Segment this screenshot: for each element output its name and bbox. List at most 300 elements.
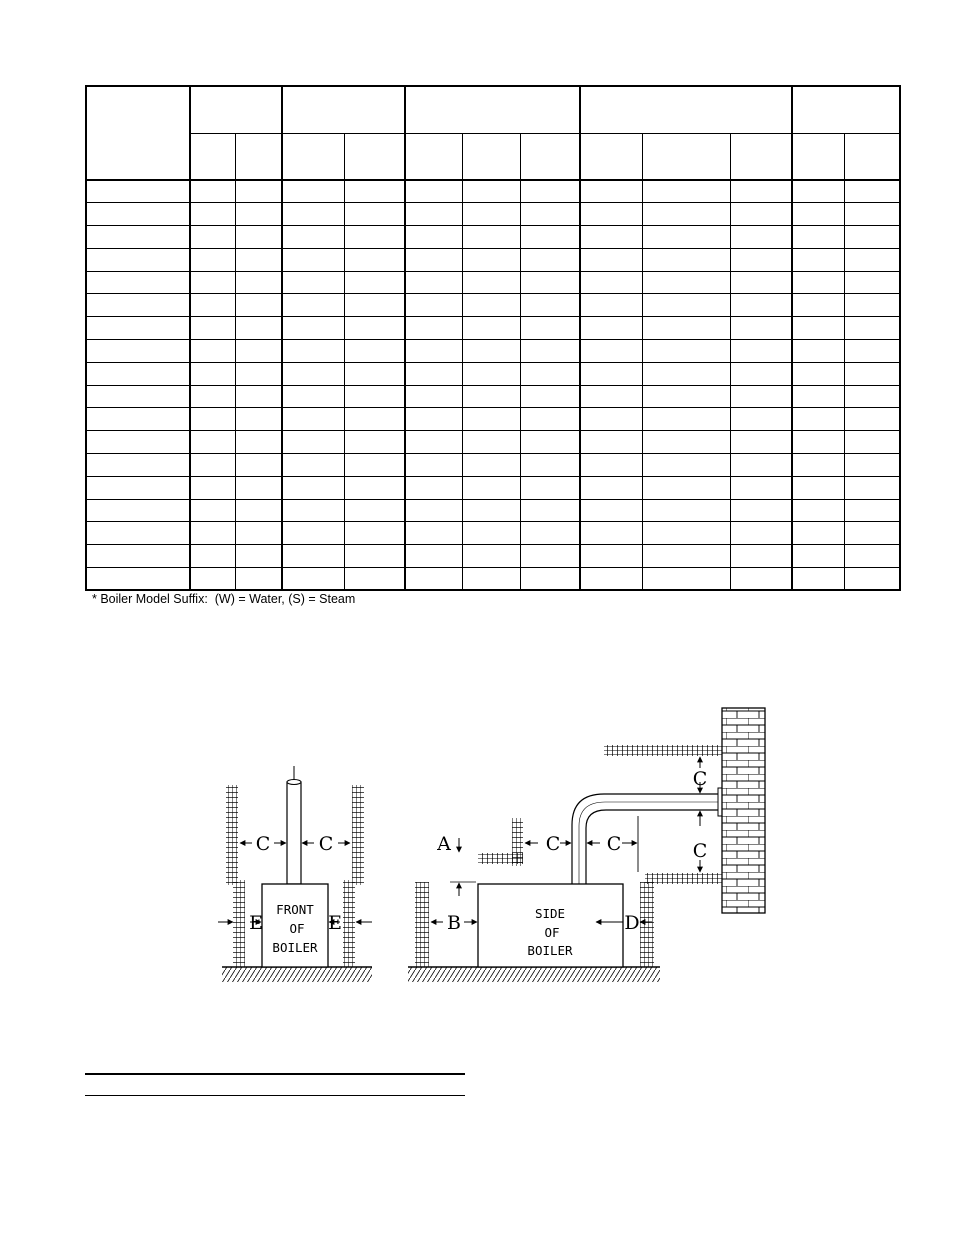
table-cell xyxy=(463,385,520,408)
table-cell xyxy=(344,385,404,408)
table-row xyxy=(86,340,900,363)
table-cell xyxy=(463,454,520,477)
table-cell xyxy=(190,454,236,477)
table-cell xyxy=(643,340,730,363)
model-cell xyxy=(86,294,190,317)
side-label-line3: BOILER xyxy=(527,943,573,958)
table-cell xyxy=(405,340,463,363)
sub-header-cell xyxy=(405,133,463,180)
table-cell xyxy=(405,362,463,385)
table-cell xyxy=(405,180,463,203)
table-cell xyxy=(730,545,792,568)
table-cell xyxy=(282,499,344,522)
table-cell xyxy=(463,317,520,340)
table-cell xyxy=(282,568,344,591)
table-body xyxy=(86,180,900,590)
table-cell xyxy=(845,454,900,477)
table-cell xyxy=(730,203,792,226)
model-cell xyxy=(86,454,190,477)
table-cell xyxy=(845,248,900,271)
table-cell xyxy=(405,203,463,226)
flue-pipe-side xyxy=(572,794,718,884)
table-cell xyxy=(730,180,792,203)
table-cell xyxy=(730,340,792,363)
table-cell xyxy=(344,340,404,363)
brick-wall xyxy=(722,708,765,913)
side-label-line2: OF xyxy=(544,925,560,940)
table-cell xyxy=(792,271,844,294)
table-cell xyxy=(463,271,520,294)
sub-header-cell xyxy=(580,133,642,180)
sub-header-cell xyxy=(730,133,792,180)
table-cell xyxy=(405,385,463,408)
table-cell xyxy=(845,340,900,363)
table-cell xyxy=(282,522,344,545)
model-cell xyxy=(86,248,190,271)
floor-hatch-side xyxy=(408,967,660,982)
table-cell xyxy=(845,317,900,340)
front-view xyxy=(218,766,372,982)
table-cell xyxy=(520,362,580,385)
table-row xyxy=(86,362,900,385)
sub-header-cell xyxy=(190,133,236,180)
table-cell xyxy=(405,522,463,545)
table-cell xyxy=(730,499,792,522)
table-cell xyxy=(730,568,792,591)
table-row xyxy=(86,226,900,249)
front-label-line1: FRONT xyxy=(276,902,314,917)
table-cell xyxy=(236,248,282,271)
table-cell xyxy=(520,271,580,294)
table-cell xyxy=(236,499,282,522)
table-cell xyxy=(580,408,642,431)
table-cell xyxy=(463,522,520,545)
sub-header-cell xyxy=(282,133,344,180)
sub-header-cell xyxy=(463,133,520,180)
table-cell xyxy=(845,545,900,568)
table-cell xyxy=(463,408,520,431)
table-cell xyxy=(190,362,236,385)
table-cell xyxy=(190,271,236,294)
group-header-cell xyxy=(282,86,405,133)
table-cell xyxy=(190,499,236,522)
table-cell xyxy=(580,568,642,591)
table-cell xyxy=(463,248,520,271)
table-cell xyxy=(643,454,730,477)
table-cell xyxy=(282,340,344,363)
dim-c-front-left: C xyxy=(255,833,271,855)
table-cell xyxy=(520,180,580,203)
model-cell xyxy=(86,362,190,385)
table-cell xyxy=(580,385,642,408)
table-cell xyxy=(236,362,282,385)
table-cell xyxy=(845,476,900,499)
table-cell xyxy=(236,340,282,363)
table-cell xyxy=(405,317,463,340)
table-cell xyxy=(845,180,900,203)
table-cell xyxy=(236,317,282,340)
flue-pipe xyxy=(287,782,301,884)
table-cell xyxy=(520,408,580,431)
table-cell xyxy=(643,545,730,568)
table-cell xyxy=(580,476,642,499)
table-cell xyxy=(236,568,282,591)
table-cell xyxy=(845,271,900,294)
table-row xyxy=(86,248,900,271)
table-cell xyxy=(580,499,642,522)
table-cell xyxy=(190,226,236,249)
table-cell xyxy=(730,454,792,477)
table-cell xyxy=(236,522,282,545)
sub-header-cell xyxy=(845,133,900,180)
side-view xyxy=(408,708,765,982)
table-cell xyxy=(236,476,282,499)
table-cell xyxy=(344,271,404,294)
table-cell xyxy=(520,476,580,499)
table-cell xyxy=(520,294,580,317)
table-cell xyxy=(405,271,463,294)
table-cell xyxy=(190,317,236,340)
table-cell xyxy=(344,362,404,385)
model-cell xyxy=(86,568,190,591)
table-cell xyxy=(643,248,730,271)
table-cell xyxy=(236,180,282,203)
model-cell xyxy=(86,476,190,499)
table-row xyxy=(86,203,900,226)
table-cell xyxy=(190,568,236,591)
table-cell xyxy=(730,522,792,545)
dim-c-wall-upper: C xyxy=(692,768,708,790)
table-cell xyxy=(344,294,404,317)
table-cell xyxy=(845,568,900,591)
table-cell xyxy=(792,203,844,226)
table-cell xyxy=(405,248,463,271)
side-label-line1: SIDE xyxy=(534,906,566,921)
table-cell xyxy=(730,226,792,249)
model-cell xyxy=(86,271,190,294)
model-header-cell xyxy=(86,86,190,180)
table-row xyxy=(86,568,900,591)
upper-ceiling xyxy=(604,745,722,756)
left-wall xyxy=(226,785,238,885)
table-cell xyxy=(190,203,236,226)
group-header-cell xyxy=(792,86,900,133)
table-cell xyxy=(520,568,580,591)
model-cell xyxy=(86,226,190,249)
table-cell xyxy=(580,294,642,317)
table-cell xyxy=(730,317,792,340)
table-cell xyxy=(580,317,642,340)
table-cell xyxy=(792,499,844,522)
table-cell xyxy=(643,317,730,340)
section-rule-top xyxy=(85,1073,465,1075)
table-cell xyxy=(463,499,520,522)
table-cell xyxy=(190,385,236,408)
sub-header-cell xyxy=(643,133,730,180)
table-cell xyxy=(282,431,344,454)
table-cell xyxy=(405,476,463,499)
model-cell xyxy=(86,180,190,203)
dim-c-side-left: C xyxy=(545,833,561,855)
sub-header-cell xyxy=(236,133,282,180)
table-row xyxy=(86,499,900,522)
table-cell xyxy=(236,271,282,294)
table-cell xyxy=(344,203,404,226)
table-cell xyxy=(580,226,642,249)
table-cell xyxy=(792,431,844,454)
table-cell xyxy=(643,408,730,431)
table-cell xyxy=(845,385,900,408)
table-cell xyxy=(190,522,236,545)
model-cell xyxy=(86,203,190,226)
table-cell xyxy=(190,340,236,363)
dim-e-front-right: E xyxy=(328,912,342,934)
table-cell xyxy=(792,476,844,499)
table-cell xyxy=(730,431,792,454)
table-cell xyxy=(792,180,844,203)
table-cell xyxy=(643,522,730,545)
table-cell xyxy=(236,385,282,408)
model-cell xyxy=(86,317,190,340)
model-cell xyxy=(86,340,190,363)
table-cell xyxy=(845,408,900,431)
model-cell xyxy=(86,545,190,568)
front-wall xyxy=(640,882,654,967)
model-cell xyxy=(86,385,190,408)
table-cell xyxy=(344,545,404,568)
table-cell xyxy=(236,545,282,568)
table-cell xyxy=(405,226,463,249)
table-cell xyxy=(792,385,844,408)
rear-wall xyxy=(415,882,429,967)
dim-b: B xyxy=(447,912,461,934)
table-cell xyxy=(580,522,642,545)
table-cell xyxy=(643,499,730,522)
table-cell xyxy=(520,317,580,340)
table-cell xyxy=(190,545,236,568)
table-cell xyxy=(520,385,580,408)
table-cell xyxy=(463,294,520,317)
table-cell xyxy=(730,248,792,271)
table-row xyxy=(86,431,900,454)
table-cell xyxy=(580,431,642,454)
table-cell xyxy=(282,226,344,249)
dim-c-wall-lower: C xyxy=(692,840,708,862)
table-cell xyxy=(792,522,844,545)
table-row xyxy=(86,476,900,499)
table-cell xyxy=(792,248,844,271)
sub-header-cell xyxy=(792,133,844,180)
table-cell xyxy=(344,408,404,431)
sub-header-cell xyxy=(344,133,404,180)
table-cell xyxy=(520,226,580,249)
table-cell xyxy=(643,362,730,385)
model-cell xyxy=(86,499,190,522)
table-row xyxy=(86,522,900,545)
table-cell xyxy=(405,431,463,454)
table-cell xyxy=(580,248,642,271)
sub-header-cell xyxy=(520,133,580,180)
table-cell xyxy=(845,362,900,385)
table-cell xyxy=(580,545,642,568)
table-row xyxy=(86,408,900,431)
table-cell xyxy=(845,431,900,454)
table-cell xyxy=(520,522,580,545)
table-cell xyxy=(643,203,730,226)
group-header-cell xyxy=(190,86,282,133)
table-cell xyxy=(282,408,344,431)
table-cell xyxy=(463,362,520,385)
table-cell xyxy=(463,203,520,226)
dim-a: A xyxy=(437,833,451,855)
table-cell xyxy=(344,431,404,454)
table-cell xyxy=(643,476,730,499)
table-cell xyxy=(580,340,642,363)
group-header-cell xyxy=(580,86,792,133)
table-cell xyxy=(344,454,404,477)
table-cell xyxy=(282,180,344,203)
table-cell xyxy=(730,294,792,317)
table-cell xyxy=(792,340,844,363)
group-header-cell xyxy=(405,86,581,133)
table-cell xyxy=(190,431,236,454)
table-cell xyxy=(792,362,844,385)
table-row xyxy=(86,271,900,294)
table-cell xyxy=(405,408,463,431)
table-cell xyxy=(344,476,404,499)
table-cell xyxy=(520,203,580,226)
table-cell xyxy=(730,385,792,408)
table-cell xyxy=(730,408,792,431)
table-cell xyxy=(282,271,344,294)
table-cell xyxy=(405,568,463,591)
table-cell xyxy=(463,180,520,203)
table-cell xyxy=(643,568,730,591)
table-cell xyxy=(792,568,844,591)
floor-hatch xyxy=(222,967,372,982)
table-row xyxy=(86,180,900,203)
right-wall xyxy=(352,785,364,885)
table-row xyxy=(86,454,900,477)
table-cell xyxy=(463,431,520,454)
table-cell xyxy=(580,271,642,294)
table-cell xyxy=(643,226,730,249)
front-label-line2: OF xyxy=(289,921,305,936)
table-cell xyxy=(405,545,463,568)
table-cell xyxy=(643,271,730,294)
table-cell xyxy=(643,385,730,408)
table-cell xyxy=(845,203,900,226)
lower-ceiling xyxy=(645,873,722,884)
table-cell xyxy=(344,317,404,340)
table-cell xyxy=(236,454,282,477)
dim-c-side-right: C xyxy=(606,833,622,855)
clearance-diagram xyxy=(0,690,954,1000)
model-cell xyxy=(86,431,190,454)
front-label-line3: BOILER xyxy=(272,940,318,955)
table-cell xyxy=(190,294,236,317)
table-cell xyxy=(282,294,344,317)
table-cell xyxy=(730,476,792,499)
table-cell xyxy=(282,476,344,499)
table-cell xyxy=(344,226,404,249)
table-cell xyxy=(236,294,282,317)
table-cell xyxy=(344,522,404,545)
table-cell xyxy=(236,431,282,454)
model-cell xyxy=(86,522,190,545)
table-cell xyxy=(190,476,236,499)
section-rule-bottom xyxy=(85,1095,465,1096)
table-cell xyxy=(643,180,730,203)
dim-d: D xyxy=(624,912,640,934)
table-cell xyxy=(405,454,463,477)
dim-e-front-left: E xyxy=(249,912,263,934)
table-cell xyxy=(463,476,520,499)
table-cell xyxy=(580,180,642,203)
table-cell xyxy=(282,545,344,568)
table-cell xyxy=(845,294,900,317)
table-cell xyxy=(282,203,344,226)
table-cell xyxy=(792,454,844,477)
table-cell xyxy=(792,408,844,431)
table-cell xyxy=(845,522,900,545)
table-cell xyxy=(643,294,730,317)
table-cell xyxy=(520,499,580,522)
table-cell xyxy=(282,362,344,385)
table-cell xyxy=(190,180,236,203)
specifications-table xyxy=(85,85,901,591)
table-cell xyxy=(463,340,520,363)
dim-c-front-right: C xyxy=(318,833,334,855)
table-cell xyxy=(463,568,520,591)
table-cell xyxy=(792,317,844,340)
table-cell xyxy=(344,180,404,203)
table-cell xyxy=(282,317,344,340)
table-cell xyxy=(520,454,580,477)
table-cell xyxy=(792,226,844,249)
table-cell xyxy=(282,454,344,477)
table-cell xyxy=(730,271,792,294)
table-cell xyxy=(405,294,463,317)
table-cell xyxy=(792,294,844,317)
table-cell xyxy=(520,248,580,271)
table-cell xyxy=(792,545,844,568)
table-cell xyxy=(520,545,580,568)
table-row xyxy=(86,317,900,340)
table-cell xyxy=(344,248,404,271)
table-cell xyxy=(463,226,520,249)
table-row xyxy=(86,545,900,568)
table-cell xyxy=(845,499,900,522)
model-suffix-footnote: * Boiler Model Suffix: (W) = Water, (S) = Steam xyxy=(92,592,356,606)
table-cell xyxy=(845,226,900,249)
table-row xyxy=(86,385,900,408)
table-cell xyxy=(730,362,792,385)
table-row xyxy=(86,294,900,317)
table-cell xyxy=(520,431,580,454)
table-cell xyxy=(344,499,404,522)
table-cell xyxy=(643,431,730,454)
table-cell xyxy=(282,385,344,408)
table-cell xyxy=(190,408,236,431)
model-cell xyxy=(86,408,190,431)
table-cell xyxy=(236,203,282,226)
table-cell xyxy=(580,362,642,385)
table-cell xyxy=(520,340,580,363)
table-cell xyxy=(344,568,404,591)
table-cell xyxy=(463,545,520,568)
table-cell xyxy=(236,408,282,431)
